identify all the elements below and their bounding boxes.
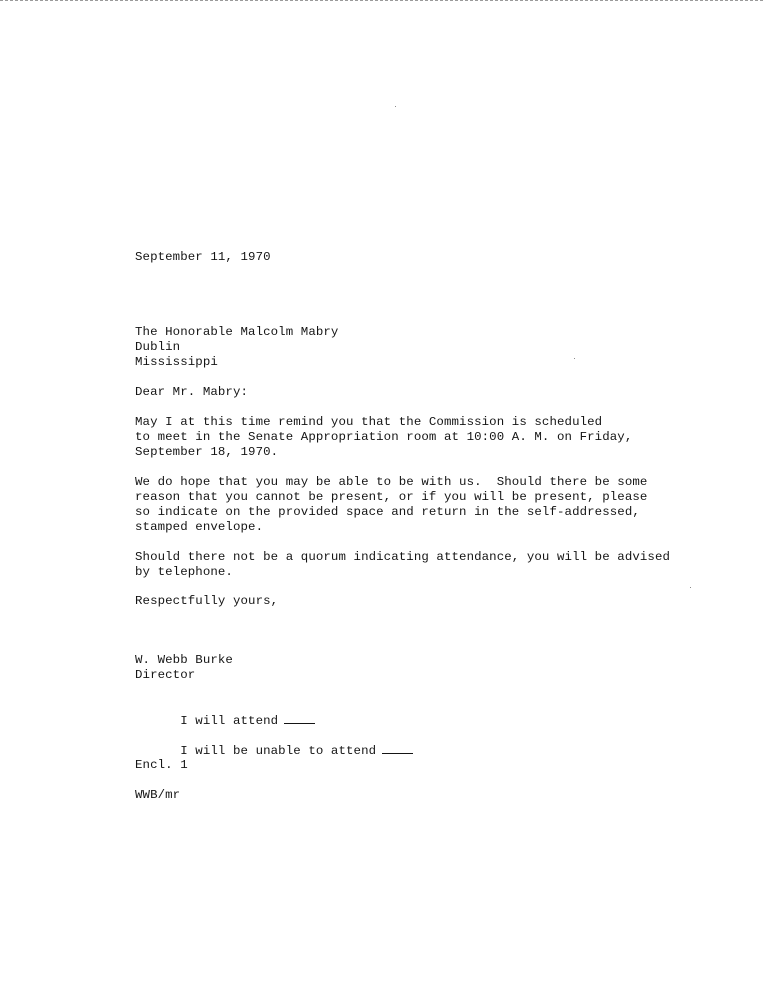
scan-speck [395,106,396,107]
recipient-name: The Honorable Malcolm Mabry [135,325,339,339]
unable-option-label: I will be unable to attend [180,744,377,758]
recipient-city: Dublin [135,340,181,354]
letter-date: September 11, 1970 [135,250,271,264]
paragraph-line: stamped envelope. [135,520,264,534]
salutation: Dear Mr. Mabry: [135,385,249,399]
paragraph-line: to meet in the Senate Appropriation room at 10:00 A. M. on Friday, [135,430,633,444]
scan-speck [690,587,691,588]
paragraph-line: by telephone. [135,565,233,579]
enclosure-note: Encl. 1 [135,758,188,772]
typist-initials: WWB/mr [135,788,181,802]
paragraph-line: reason that you cannot be present, or if you will be present, please [135,490,648,504]
attend-option-label: I will attend [180,714,279,728]
recipient-state: Mississippi [135,355,218,369]
unable-blank-line [382,743,413,754]
page-top-border [0,0,763,1]
closing: Respectfully yours, [135,594,279,608]
paragraph-line: We do hope that you may be able to be with us. Should there be some [135,475,648,489]
signer-title: Director [135,668,196,682]
signer-name: W. Webb Burke [135,653,233,667]
paragraph-line: so indicate on the provided space and return in the self-addressed, [135,505,640,519]
scan-speck [574,358,575,359]
paragraph-line: Should there not be a quorum indicating attendance, you will be advised [135,550,671,564]
paragraph-line: May I at this time remind you that the Commission is scheduled [135,415,603,429]
attend-blank-line [284,713,315,724]
paragraph-line: September 18, 1970. [135,445,279,459]
